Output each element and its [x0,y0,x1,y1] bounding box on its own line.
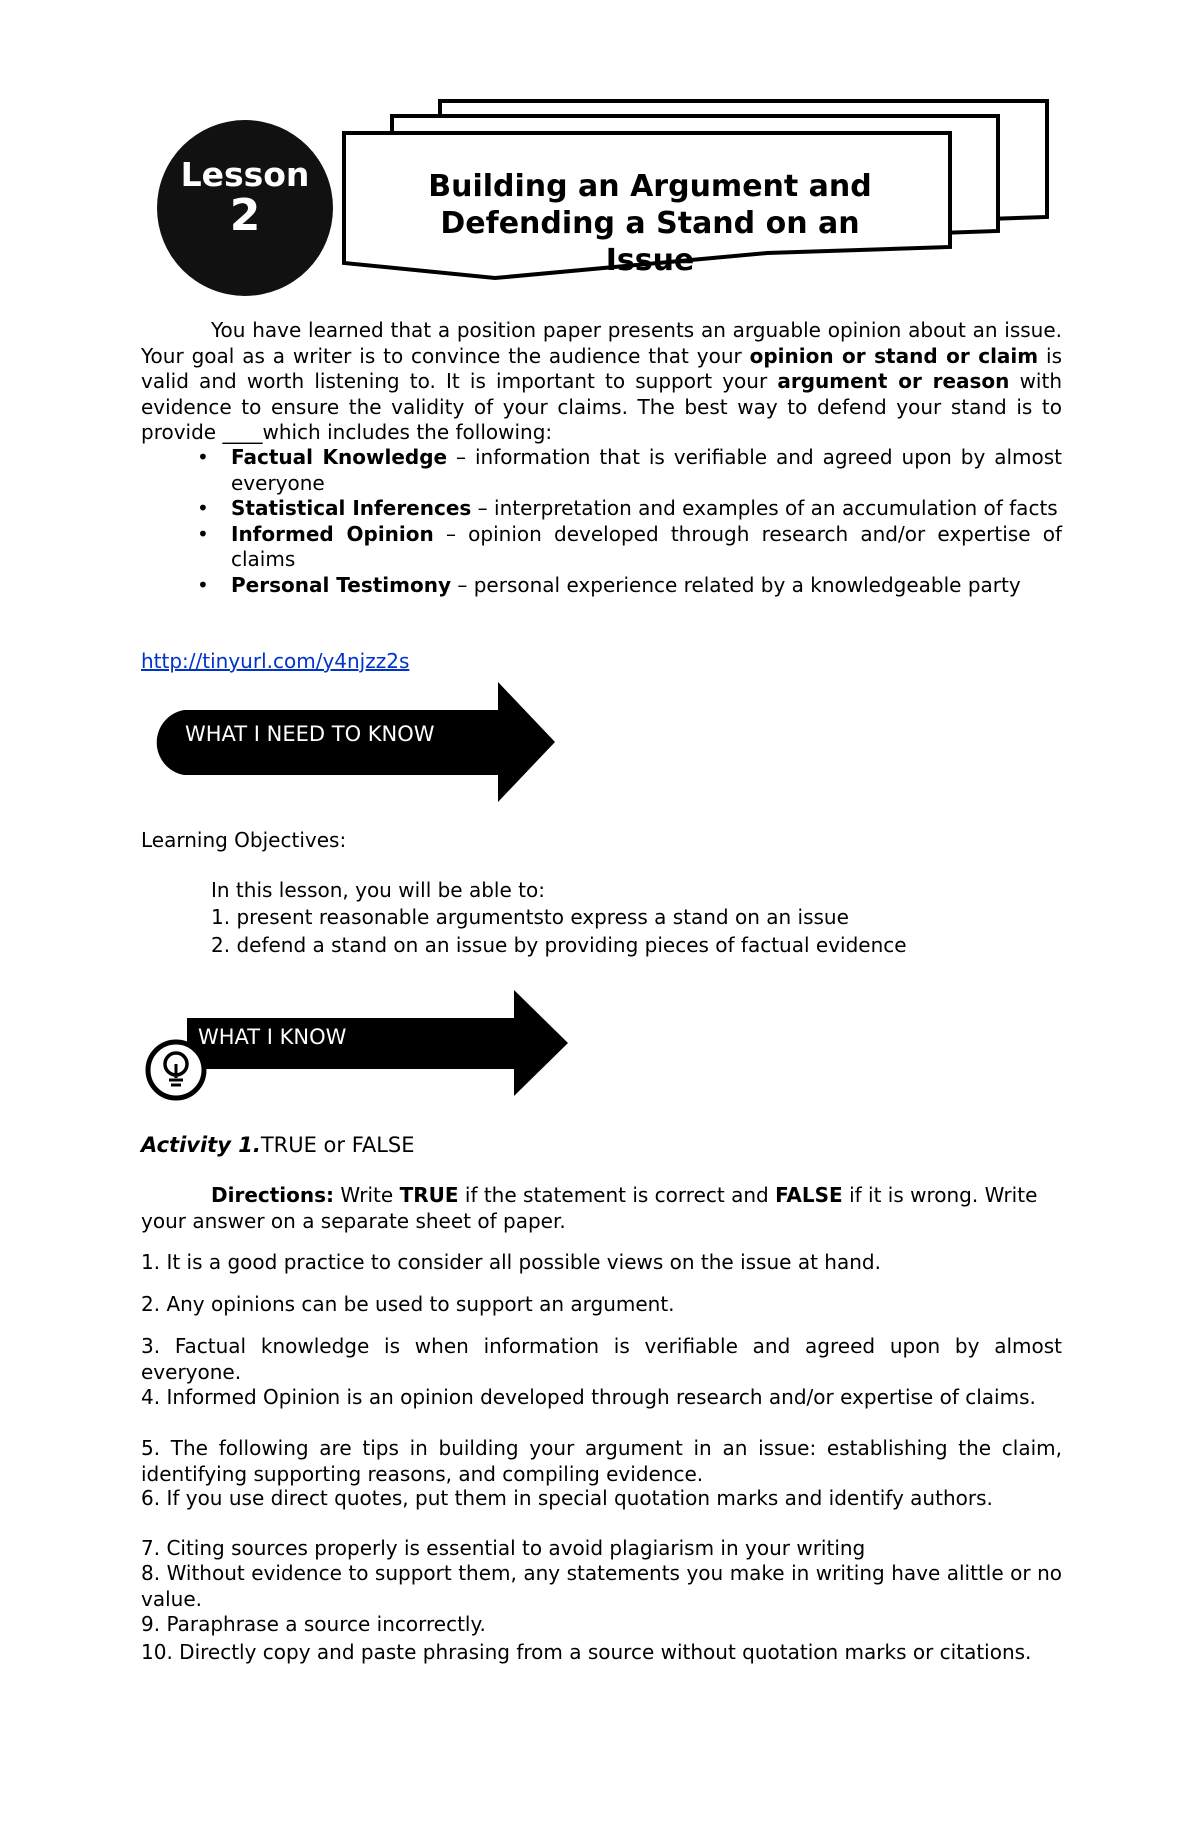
list-item [185,445,1062,496]
activity-label: Activity 1. [141,1133,261,1157]
list-item-term: Statistical Inferences [231,496,472,520]
directions-label: Directions: [211,1183,335,1207]
activity-item: 8. Without evidence to support them, any statements you make in writing have alittle or no value. [141,1561,1062,1611]
objectives-intro: In this lesson, you will be able to: [211,878,545,902]
bullet-icon: • [197,521,209,546]
directions-text: Write [334,1183,400,1207]
activity-item: 4. Informed Opinion is an opinion developed through research and/or expertise of claims. [141,1385,1036,1409]
activity-item: 1. It is a good practice to consider all possible views on the issue at hand. [141,1250,881,1274]
activity-item: 2. Any opinions can be used to support an argument. [141,1292,675,1316]
list-item-term: Factual Knowledge [231,445,448,469]
list-item [185,573,1062,599]
directions-false: FALSE [775,1183,843,1207]
evidence-types-list [185,445,1062,598]
list-item-term: Personal Testimony [231,572,452,597]
intro-paragraph [141,318,1062,446]
activity-item: 9. Paraphrase a source incorrectly. [141,1612,486,1636]
activity-item: 6. If you use direct quotes, put them in special quotation marks and identify authors. [141,1486,993,1510]
activity-item: 3. Factual knowledge is when information is verifiable and agreed upon by almost everyone. [141,1334,1062,1384]
list-item-text: – interpretation and examples of an accumulation of facts [471,496,1058,520]
activity-item: 10. Directly copy and paste phrasing from a source without quotation marks or citations. [141,1640,1032,1664]
directions-true: TRUE [399,1183,459,1207]
activity-directions [141,1182,1062,1234]
list-item [185,522,1062,573]
bullet-icon: • [197,496,209,520]
list-item: 2. defend a stand on an issue by providing pieces of factual evidence [211,933,907,957]
activity-item: 5. The following are tips in building your argument in an issue: establishing the claim, identifying supporting reasons, and compiling evidence. [141,1436,1062,1486]
activity-item: 7. Citing sources properly is essential to avoid plagiarism in your writing [141,1536,866,1560]
list-item-text: – information that is verifiable and agreed upon by almost everyone [231,445,1063,495]
lesson-word: Lesson [180,155,310,194]
directions-text: if it is wrong. Write your answer on a separate sheet of paper. [141,1183,1038,1233]
what-i-know-arrow-icon [140,990,570,1108]
section-heading-what-i-know: WHAT I KNOW [198,1025,347,1049]
intro-text-3: with evidence to ensure the validity of your claims. The best way to defend your stand is to provide ____which includes the following: [141,369,1062,444]
intro-text-1: You have learned that a position paper presents an arguable opinion about an issue. Your goal as a writer is to convince the audience that your [141,318,1062,368]
list-item-text: – personal experience related by a knowledgeable party [451,572,1021,597]
lesson-number: 2 [229,190,261,241]
intro-bold-1: opinion or stand or claim [749,343,1039,368]
source-link[interactable]: http://tinyurl.com/y4njzz2s [141,649,410,673]
bullet-icon: • [197,445,209,469]
list-item: 1. present reasonable argumentsto express a stand on an issue [211,905,849,929]
section-heading-need-to-know: WHAT I NEED TO KNOW [185,722,435,746]
intro-bold-2: argument or reason [777,369,1010,393]
list-item-term: Informed Opinion [231,521,434,546]
list-item [185,496,1062,522]
activity-name: TRUE or FALSE [260,1133,415,1157]
objectives-heading: Learning Objectives: [141,828,347,852]
directions-text: if the statement is correct and [458,1183,776,1207]
objectives-list [211,903,907,959]
lesson-title: Building an Argument and Defending a Stand on an Issue [428,169,872,278]
intro-text-2: is valid and worth listening to. It is important to support your [141,343,1062,393]
list-item-text: – opinion developed through research and/or expertise of claims [231,521,1062,571]
lesson-badge [157,120,333,296]
bullet-icon: • [197,572,209,597]
activity-title [141,1133,415,1157]
